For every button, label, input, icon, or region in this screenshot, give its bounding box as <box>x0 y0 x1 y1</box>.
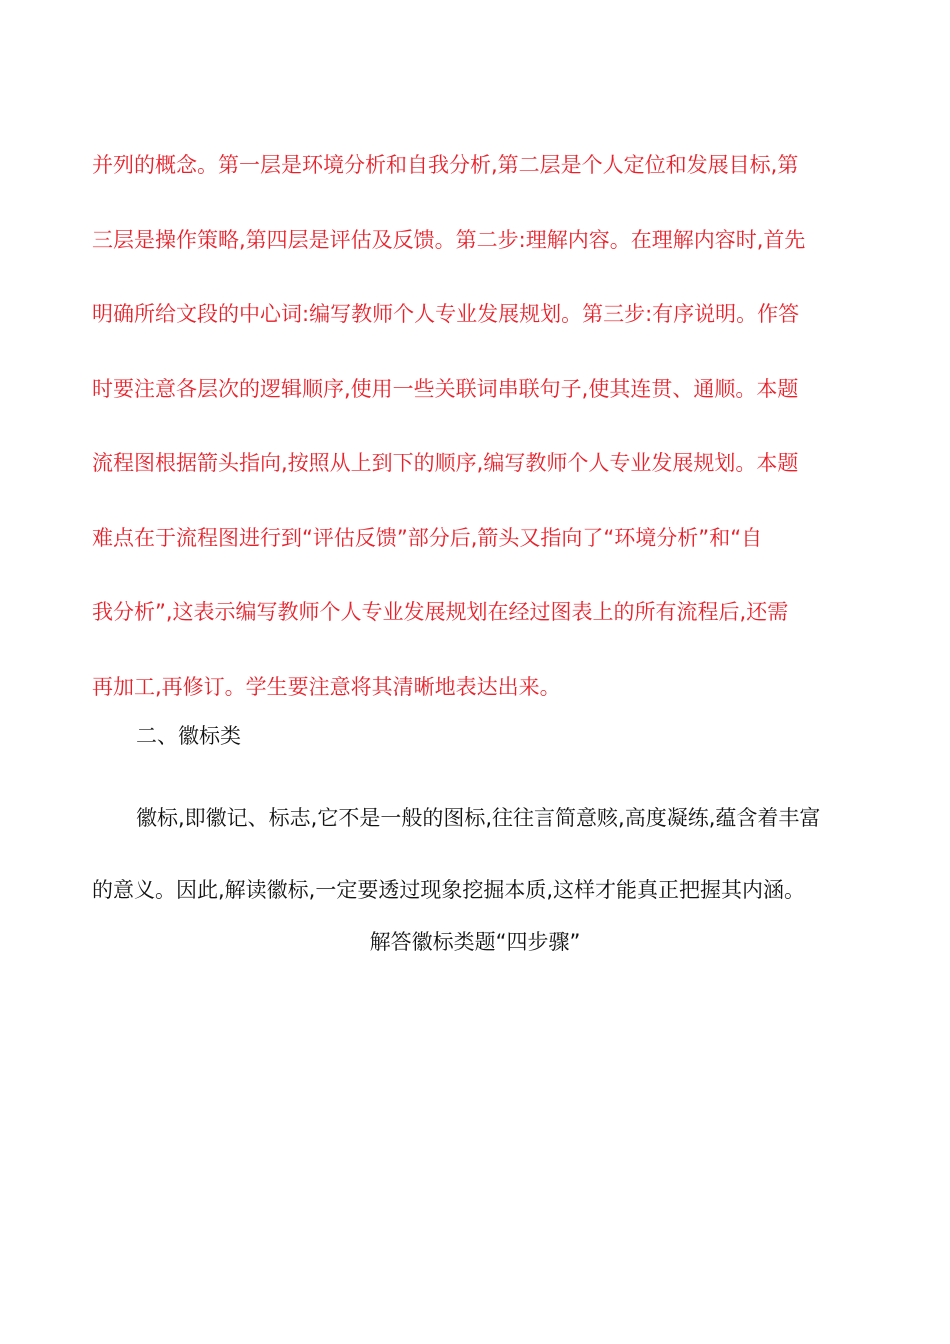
analysis-line: 时要注意各层次的逻辑顺序,使用一些关联词串联句子,使其连贯、通顺。本题 <box>92 376 799 401</box>
analysis-line: 流程图根据箭头指向,按照从上到下的顺序,编写教师个人专业发展规划。本题 <box>92 451 799 475</box>
analysis-line: 三层是操作策略,第四层是评估及反馈。第二步:理解内容。在理解内容时,首先 <box>92 227 806 252</box>
intro-paragraph <box>92 782 860 926</box>
analysis-line: 我分析”,这表示编写教师个人专业发展规划在经过图表上的所有流程后,还需 <box>92 600 789 624</box>
intro-line: 的意义。因此,解读徽标,一定要透过现象挖掘本质,这样才能真正把握其内涵。 <box>92 878 806 902</box>
subtitle: 解答徽标类题“四步骤” <box>369 930 581 954</box>
intro-line: 徽标,即徽记、标志,它不是一般的图标,往往言简意赅,高度凝练,蕴含着丰富 <box>136 806 821 830</box>
analysis-line: 难点在于流程图进行到“评估反馈”部分后,箭头又指向了“环境分析”和“自 <box>92 525 763 550</box>
analysis-paragraph <box>92 128 860 724</box>
analysis-line: 明确所给文段的中心词:编写教师个人专业发展规划。第三步:有序说明。作答 <box>92 302 800 326</box>
analysis-line: 再加工,再修订。学生要注意将其清晰地表达出来。 <box>92 674 561 699</box>
section-heading: 二、徽标类 <box>136 724 241 748</box>
analysis-line: 并列的概念。第一层是环境分析和自我分析,第二层是个人定位和发展目标,第 <box>92 153 799 177</box>
